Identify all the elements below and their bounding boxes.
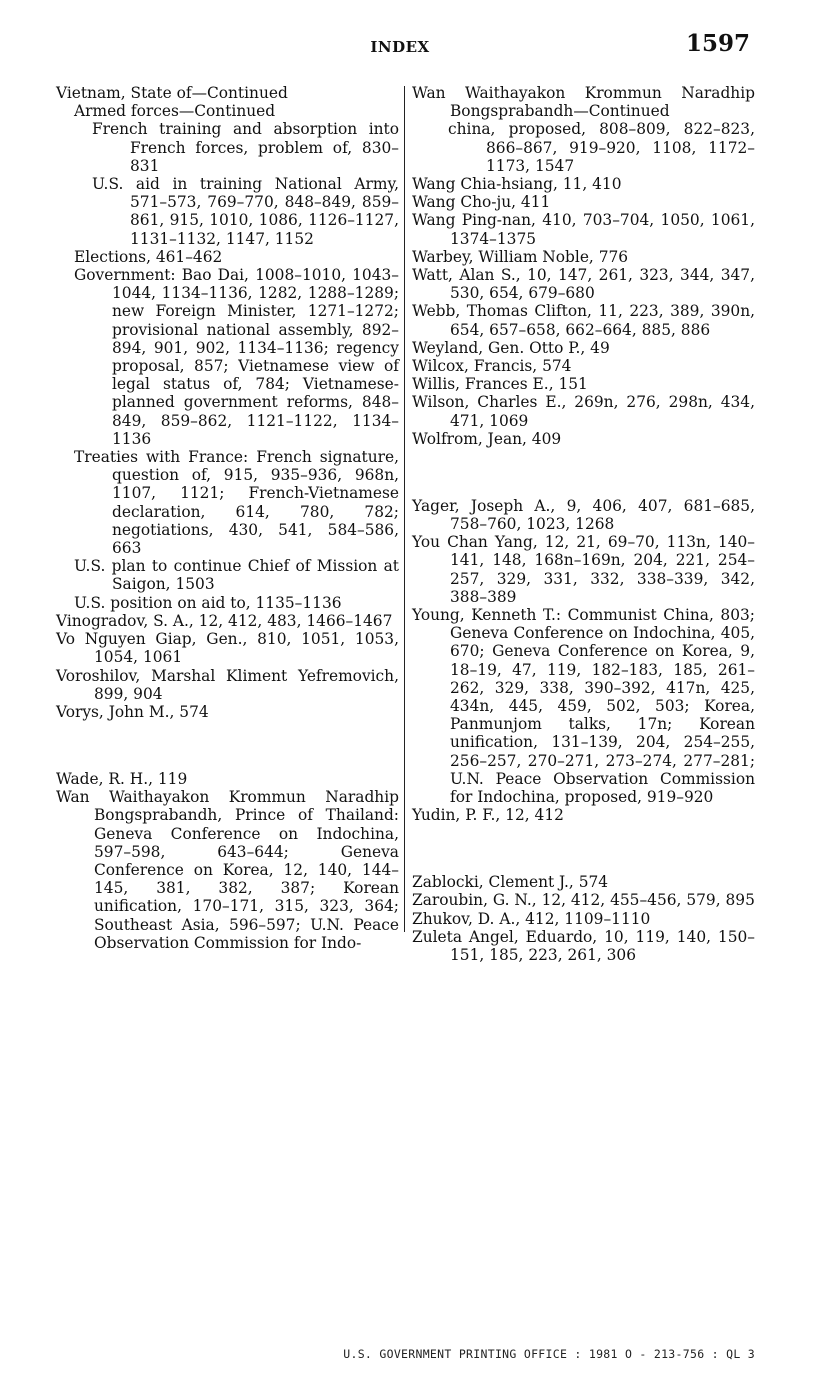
page-header xyxy=(0,30,833,64)
index-entry: Zablocki, Clement J., 574 xyxy=(412,873,609,892)
index-column-left xyxy=(56,84,399,952)
printing-office-imprint: U.S. GOVERNMENT PRINTING OFFICE : 1981 O - 213-756 : QL 3 xyxy=(343,1347,755,1361)
index-subentry: Government: Bao Dai, 1008–1010, 1043–1044, 1134–1136, 1282, 1288–1289; new Foreign Minister, 1271–1272; provisional national assembly, 892–894, 901, 902, 1134–1136; regency proposal, 857; Vietnamese view of legal status of, 784; Vietnamese-planned government reforms, 848–849, 859–862, 1121–1122, 1134–1136 xyxy=(74,266,399,448)
index-entry: Zaroubin, G. N., 12, 412, 455–456, 579, 895 xyxy=(412,891,755,910)
index-entry: Vo Nguyen Giap, Gen., 810, 1051, 1053, 1054, 1061 xyxy=(56,630,399,667)
index-subentry: Treaties with France: French signature, question of, 915, 935–936, 968n, 1107, 1121; French-Vietnamese declaration, 614, 780, 782; negotiations, 430, 541, 584–586, 663 xyxy=(74,448,399,558)
index-entry: Vinogradov, S. A., 12, 412, 483, 1466–1467 xyxy=(56,611,393,630)
index-entry: Wilcox, Francis, 574 xyxy=(412,357,572,376)
index-entry: Vietnam, State of—Continued xyxy=(56,84,288,102)
index-entry: Warbey, William Noble, 776 xyxy=(412,247,629,266)
index-subentry: French training and absorption into French forces, problem of, 830–831 xyxy=(92,120,399,175)
index-column-right xyxy=(412,84,755,964)
index-entry: Weyland, Gen. Otto P., 49 xyxy=(412,338,610,357)
index-subentry: U.S. aid in training National Army, 571–573, 769–770, 848–849, 859–861, 915, 1010, 1086, 1126–1127, 1131–1132, 1147, 1152 xyxy=(92,175,399,248)
index-entry: Wilson, Charles E., 269n, 276, 298n, 434, 471, 1069 xyxy=(412,393,755,430)
index-entry: Zhukov, D. A., 412, 1109–1110 xyxy=(412,909,651,928)
index-entry: Yudin, P. F., 12, 412 xyxy=(412,806,564,825)
letter-section-gap xyxy=(412,463,755,481)
running-head: INDEX xyxy=(370,38,430,56)
index-entry: Wan Waithayakon Krommun Naradhip Bongsprabandh—Continued xyxy=(412,84,755,121)
index-subentry: U.S. plan to continue Chief of Mission at Saigon, 1503 xyxy=(74,557,399,594)
index-entry: Willis, Frances E., 151 xyxy=(412,375,588,394)
letter-section-gap xyxy=(56,737,399,755)
letter-section-gap xyxy=(412,840,755,858)
index-entry: Young, Kenneth T.: Communist China, 803; Geneva Conference on Indochina, 405, 670; Geneva Conference on Korea, 9, 18–19, 47, 119, 182–183, 185, 261–262, 329, 338, 390–392, 417n, 425, 434n, 445, 459, 502, 503; Korea, Panmunjom talks, 17n; Korean unification, 131–139, 204, 254–255, 256–257, 270–271, 273–274, 277–281; U.N. Peace Observation Commission for Indochina, proposed, 919–920 xyxy=(412,606,755,807)
index-entry: Voroshilov, Marshal Kliment Yefremovich, 899, 904 xyxy=(56,666,399,703)
index-entry: Vorys, John M., 574 xyxy=(56,702,209,721)
index-entry: Yager, Joseph A., 9, 406, 407, 681–685, 758–760, 1023, 1268 xyxy=(412,496,755,534)
index-subentry: Armed forces—Continued xyxy=(74,102,276,121)
index-entry: Wan Waithayakon Krommun Naradhip Bongsprabandh, Prince of Thailand: Geneva Conference on Indochina, 597–598, 643–644; Geneva Conference on Korea, 12, 140, 144–145, 381, 382, 387; Korean unification, 170–171, 315, 323, 364; Southeast Asia, 596–597; U.N. Peace Observation Commission for Indo- xyxy=(56,788,399,952)
index-subentry: china, proposed, 808–809, 822–823, 866–867, 919–920, 1108, 1172–1173, 1547 xyxy=(448,120,755,175)
index-entry: You Chan Yang, 12, 21, 69–70, 113n, 140–141, 148, 168n–169n, 204, 221, 254–257, 329, 331, 332, 338–339, 342, 388–389 xyxy=(412,533,755,606)
index-entry: Wade, R. H., 119 xyxy=(56,769,188,788)
index-subentry: U.S. position on aid to, 1135–1136 xyxy=(74,593,342,612)
index-entry: Webb, Thomas Clifton, 11, 223, 389, 390n, 654, 657–658, 662–664, 885, 886 xyxy=(412,302,755,339)
page-number: 1597 xyxy=(685,30,750,57)
index-entry: Watt, Alan S., 10, 147, 261, 323, 344, 347, 530, 654, 679–680 xyxy=(412,266,755,303)
index-entry: Wang Ping-nan, 410, 703–704, 1050, 1061, 1374–1375 xyxy=(412,211,755,248)
index-entry: Wang Chia-hsiang, 11, 410 xyxy=(412,175,622,194)
column-divider xyxy=(404,86,405,932)
index-subentry: Elections, 461–462 xyxy=(74,247,223,266)
index-entry: Zuleta Angel, Eduardo, 10, 119, 140, 150–151, 185, 223, 261, 306 xyxy=(412,927,755,965)
index-entry: Wolfrom, Jean, 409 xyxy=(412,429,562,448)
index-entry: Wang Cho-ju, 411 xyxy=(412,193,551,212)
